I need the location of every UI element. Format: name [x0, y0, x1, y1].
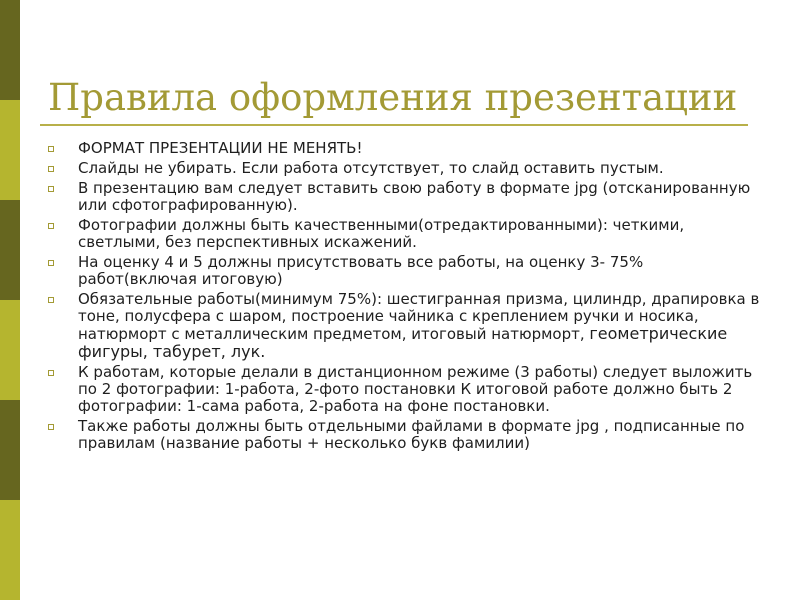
left-decorative-bar	[0, 0, 20, 600]
bullet-list	[48, 140, 763, 455]
title-underline	[40, 124, 748, 126]
square-bullet-icon	[48, 260, 54, 266]
bar-segment	[0, 500, 20, 600]
square-bullet-icon	[48, 146, 54, 152]
square-bullet-icon	[48, 166, 54, 172]
bar-segment	[0, 0, 20, 100]
square-bullet-icon	[48, 370, 54, 376]
bullet-text: В презентацию вам следует вставить свою работу в формате jpg (отсканированную или сфотографированную).	[78, 179, 751, 214]
slide-title: Правила оформления презентации	[48, 76, 738, 119]
list-item	[48, 291, 763, 361]
list-item	[48, 418, 763, 452]
square-bullet-icon	[48, 223, 54, 229]
bullet-text: Слайды не убирать. Если работа отсутствует, то слайд оставить пустым.	[78, 159, 664, 177]
bullet-text: ФОРМАТ ПРЕЗЕНТАЦИИ НЕ МЕНЯТЬ!	[78, 139, 363, 157]
bullet-text: Обязательные работы(минимум 75%): шестигранная призма, цилиндр, драпировка в тоне, полусфера с шаром, построение чайника с креплением ручки и носика, натюрморт с металлическим предметом, итоговый натюрморт,	[78, 290, 760, 343]
bullet-text: К работам, которые делали в дистанционном режиме (3 работы) следует выложить по 2 фотографии: 1-работа, 2-фото постановки К итоговой работе должно быть 2 фотографии: 1-сама работа, 2-работа на фоне постановки.	[78, 363, 753, 415]
list-item	[48, 180, 763, 214]
bullet-text: На оценку 4 и 5 должны присутствовать все работы, на оценку 3- 75% работ(включая итоговую)	[78, 253, 644, 288]
square-bullet-icon	[48, 297, 54, 303]
bar-segment	[0, 200, 20, 300]
list-item	[48, 160, 763, 177]
square-bullet-icon	[48, 424, 54, 430]
bar-segment	[0, 100, 20, 200]
list-item	[48, 254, 763, 288]
bar-segment	[0, 400, 20, 500]
bullet-text: Фотографии должны быть качественными(отредактированными): четкими, светлыми, без перспективных искажений.	[78, 216, 685, 251]
square-bullet-icon	[48, 186, 54, 192]
bar-segment	[0, 300, 20, 400]
list-item	[48, 364, 763, 415]
list-item	[48, 217, 763, 251]
bullet-text-emphasis: геометрические фигуры, табурет, лук.	[78, 324, 728, 361]
list-item	[48, 140, 763, 157]
bullet-text: Также работы должны быть отдельными файлами в формате jpg , подписанные по правилам (название работы + несколько букв фамилии)	[78, 417, 745, 452]
